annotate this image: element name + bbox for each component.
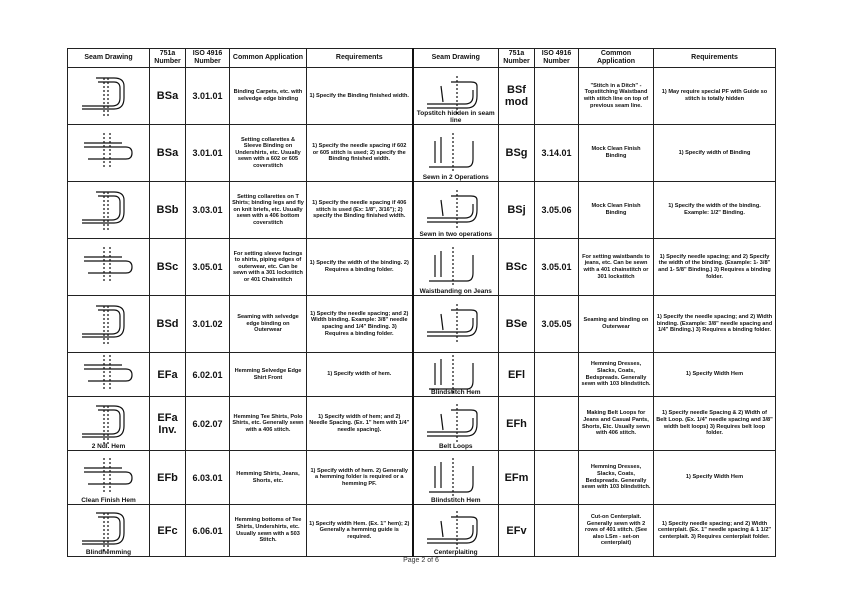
seam-requirements: 1) Specity needle spacing; and 2) Width centerplait. (Ex. 1" needle spacing & 1 1/2" centerplait. 3) Requires centerplait folder.	[654, 505, 776, 557]
seam-requirements: 1) Specify needle spacing; and 2) Specify the width of the binding. (Example: 1- 3/8" and 1- 5/8" Binding.) 3) Requires a binding folder.	[654, 239, 776, 296]
seam-caption: Sewn in 2 Operations	[422, 174, 489, 181]
seam-drawing-cell	[413, 451, 499, 505]
seam-iso-number: 3.05.01	[535, 239, 579, 296]
seam-drawing-icon	[74, 304, 144, 344]
seam-iso-number: 6.02.01	[186, 353, 230, 397]
seam-requirements: 1) Specify the Binding finished width.	[307, 68, 413, 125]
seam-iso-number: 3.14.01	[535, 125, 579, 182]
seam-requirements: 1) Specify the width of the binding. 2) Requires a binding folder.	[307, 239, 413, 296]
seam-drawing-icon	[74, 355, 144, 395]
seam-requirements: 1) Specify needle Spacing & 2) Width of Belt Loop. (Ex. 1/4" needle spacing and 3/8" width belt loops) 3) Requires belt loop folder.	[654, 397, 776, 451]
seam-drawing-cell	[413, 239, 499, 296]
seam-common-application: Mock Clean Finish Binding	[579, 125, 654, 182]
seam-drawing-icon	[421, 304, 491, 344]
seam-drawing-icon	[421, 458, 491, 498]
seam-iso-number: 3.05.06	[535, 182, 579, 239]
page-footer: Page 2 of 6	[403, 557, 439, 564]
seam-iso-number	[535, 68, 579, 125]
seam-iso-number	[535, 451, 579, 505]
seam-751a-number: BSj	[499, 182, 535, 239]
seam-drawing-cell	[68, 505, 150, 557]
table-row	[68, 505, 776, 557]
seam-iso-number: 3.03.01	[186, 182, 230, 239]
seam-iso-number: 3.01.01	[186, 125, 230, 182]
table-row	[68, 397, 776, 451]
seam-common-application: Hemming Selvedge Edge Shirt Front	[230, 353, 307, 397]
seam-caption: Blindhemming	[85, 549, 132, 556]
seam-751a-number: BSd	[150, 296, 186, 353]
seam-requirements: 1) Specify width of Binding	[654, 125, 776, 182]
header-common-application: Common Application	[579, 49, 654, 68]
seam-common-application: Seaming with selvedge edge binding on Outerwear	[230, 296, 307, 353]
seam-caption: Waistbanding on Jeans	[419, 288, 492, 295]
header-common-application: Common Application	[230, 49, 307, 68]
header-row	[68, 49, 776, 68]
seam-drawing-cell	[68, 296, 150, 353]
header-iso-4916-number: ISO 4916 Number	[535, 49, 579, 68]
header-751a-number: 751a Number	[499, 49, 535, 68]
seam-iso-number: 6.06.01	[186, 505, 230, 557]
seam-drawing-cell	[413, 505, 499, 557]
seam-751a-number: EFh	[499, 397, 535, 451]
seam-drawing-icon	[421, 404, 491, 444]
seam-iso-number	[535, 505, 579, 557]
seam-iso-number: 3.01.01	[186, 68, 230, 125]
seam-common-application: "Stitch in a Ditch" - Topstitching Waistband with stitch line on top of previous seam line.	[579, 68, 654, 125]
seam-drawing-cell	[413, 296, 499, 353]
seam-drawing-icon	[421, 247, 491, 287]
table-row	[68, 239, 776, 296]
seam-drawing-cell	[68, 353, 150, 397]
seam-requirements: 1) May require special PF with Guide so stitch is totally hidden	[654, 68, 776, 125]
seam-caption: Clean Finish Hem	[81, 497, 136, 504]
seam-requirements: 1) Specify the needle spacing; and 2) Width binding. Example: 3/8" needle spacing and 1/4" Binding. 3) Requires a binding folder.	[307, 296, 413, 353]
seam-common-application: Cut-on Centerplait. Generally sewn with 2 rows of 401 stitch. (See also LSm - set-on centerplait)	[579, 505, 654, 557]
seam-requirements: 1) Specify the needle spacing if 602 or 605 stitch is used; 2) specify the Binding finished width.	[307, 125, 413, 182]
seam-common-application: Hemming Tee Shirts, Polo Shirts, etc. Generally sewn with a 406 stitch.	[230, 397, 307, 451]
seam-drawing-icon	[74, 511, 144, 551]
seam-drawing-cell	[413, 397, 499, 451]
seam-common-application: Binding Carpets, etc. with selvedge edge binding	[230, 68, 307, 125]
seam-drawing-icon	[421, 511, 491, 551]
seam-drawing-cell	[68, 397, 150, 451]
seam-common-application: Hemming Dresses, Slacks, Coats, Bedspreads. Generally sewn with 103 blindstitch.	[579, 451, 654, 505]
seam-requirements: 1) Specify Width Hem	[654, 353, 776, 397]
seam-drawing-cell	[68, 451, 150, 505]
seam-iso-number: 3.01.02	[186, 296, 230, 353]
seam-iso-number	[535, 353, 579, 397]
seam-iso-number: 3.05.01	[186, 239, 230, 296]
seam-iso-number: 6.02.07	[186, 397, 230, 451]
seam-drawing-icon	[421, 133, 491, 173]
seam-drawing-cell	[68, 182, 150, 239]
seam-requirements: 1) Specify the needle spacing if 406 stitch is used (Ex: 1/8", 3/16"); 2) specify the Binding finished width.	[307, 182, 413, 239]
seam-drawing-icon	[74, 404, 144, 444]
seam-caption: Blindstitch Hem	[431, 497, 481, 504]
seam-requirements: 1) Specify width of hem. 2) Generally a hemming folder is required or a hemming PF.	[307, 451, 413, 505]
seam-requirements: 1) Specify width of hem; and 2) Needle Spacing. (Ex. 1" hem with 1/4" needle spacing).	[307, 397, 413, 451]
seam-common-application: Hemming bottoms of Tee Shirts, Undershirts, etc. Usually sewn with a 503 Stitch.	[230, 505, 307, 557]
table-row	[68, 182, 776, 239]
seam-common-application: Hemming Shirts, Jeans, Shorts, etc.	[230, 451, 307, 505]
seam-iso-number: 3.05.05	[535, 296, 579, 353]
seam-751a-number: EFv	[499, 505, 535, 557]
seam-drawing-icon	[421, 190, 491, 230]
seam-caption: Belt Loops	[438, 443, 473, 450]
seam-common-application: For setting sleeve facings to shirts, piping edges of outerwear, etc. Can be sewn with a 301 lockstitch or 401 Chainstitch	[230, 239, 307, 296]
seam-requirements: 1) Specify width Hem. (Ex. 1" hem); 2) Generally a hemming guide is required.	[307, 505, 413, 557]
seam-751a-number: BSe	[499, 296, 535, 353]
seam-common-application: Making Belt Loops for Jeans and Casual Pants, Shorts, Etc. Usually sewn with 406 stitch.	[579, 397, 654, 451]
seam-common-application: Hemming Dresses, Slacks, Coats, Bedspreads. Generally sewn with 103 blindstitch.	[579, 353, 654, 397]
seam-751a-number: EFm	[499, 451, 535, 505]
seam-caption: Topstitch hidden in seam line	[416, 110, 495, 124]
seam-iso-number: 6.03.01	[186, 451, 230, 505]
seam-caption: Sewn in two operations	[419, 231, 493, 238]
seam-spec-table	[67, 48, 776, 557]
seam-751a-number: BSg	[499, 125, 535, 182]
seam-drawing-icon	[74, 76, 144, 116]
seam-drawing-cell	[413, 68, 499, 125]
seam-drawing-cell	[413, 125, 499, 182]
seam-common-application: For setting waistbands to jeans, etc. Can be sewn with a 401 chainstitch or 301 lockstitch	[579, 239, 654, 296]
seam-drawing-icon	[74, 133, 144, 173]
header-seam-drawing: Seam Drawing	[413, 49, 499, 68]
seam-drawing-icon	[74, 247, 144, 287]
seam-common-application: Mock Clean Finish Binding	[579, 182, 654, 239]
header-seam-drawing: Seam Drawing	[68, 49, 150, 68]
seam-drawing-icon	[74, 458, 144, 498]
seam-drawing-cell	[413, 353, 499, 397]
seam-caption: 2 Ndl. Hem	[91, 443, 126, 450]
seam-751a-number: EFa Inv.	[150, 397, 186, 451]
table-row	[68, 125, 776, 182]
seam-caption: Centerplaiting	[433, 549, 478, 556]
seam-751a-number: EFb	[150, 451, 186, 505]
seam-caption: Blindstitch Hem	[431, 389, 481, 396]
seam-iso-number	[535, 397, 579, 451]
seam-common-application: Setting collarettes & Sleeve Binding on Undershirts, etc. Usually sewn with a 602 or 605 coverstitch	[230, 125, 307, 182]
seam-common-application: Seaming and binding on Outerwear	[579, 296, 654, 353]
seam-751a-number: BSc	[499, 239, 535, 296]
seam-751a-number: BSa	[150, 68, 186, 125]
header-iso-4916-number: ISO 4916 Number	[186, 49, 230, 68]
seam-drawing-cell	[68, 68, 150, 125]
seam-drawing-cell	[413, 182, 499, 239]
header-requirements: Requirements	[654, 49, 776, 68]
table-row	[68, 353, 776, 397]
table-row	[68, 68, 776, 125]
seam-751a-number: EFc	[150, 505, 186, 557]
seam-751a-number: EFa	[150, 353, 186, 397]
seam-751a-number: EFl	[499, 353, 535, 397]
seam-751a-number: BSa	[150, 125, 186, 182]
seam-drawing-icon	[74, 190, 144, 230]
seam-requirements: 1) Specify width of hem.	[307, 353, 413, 397]
seam-requirements: 1) Specify the needle spacing; and 2) Width binding. (Example: 3/8" needle spacing and 1/4" Binding.) 3) Requires a binding folder.	[654, 296, 776, 353]
header-751a-number: 751a Number	[150, 49, 186, 68]
seam-drawing-cell	[68, 125, 150, 182]
seam-drawing-cell	[68, 239, 150, 296]
seam-requirements: 1) Specify Width Hem	[654, 451, 776, 505]
seam-751a-number: BSf mod	[499, 68, 535, 125]
seam-common-application: Setting collarettes on T Shirts; binding legs and fly on knit briefs, etc. Usually sewn with a 406 bottom coverstitch	[230, 182, 307, 239]
table-row	[68, 296, 776, 353]
seam-requirements: 1) Specify the width of the binding. Example: 1/2" Binding.	[654, 182, 776, 239]
seam-751a-number: BSc	[150, 239, 186, 296]
seam-751a-number: BSb	[150, 182, 186, 239]
table-row	[68, 451, 776, 505]
header-requirements: Requirements	[307, 49, 413, 68]
